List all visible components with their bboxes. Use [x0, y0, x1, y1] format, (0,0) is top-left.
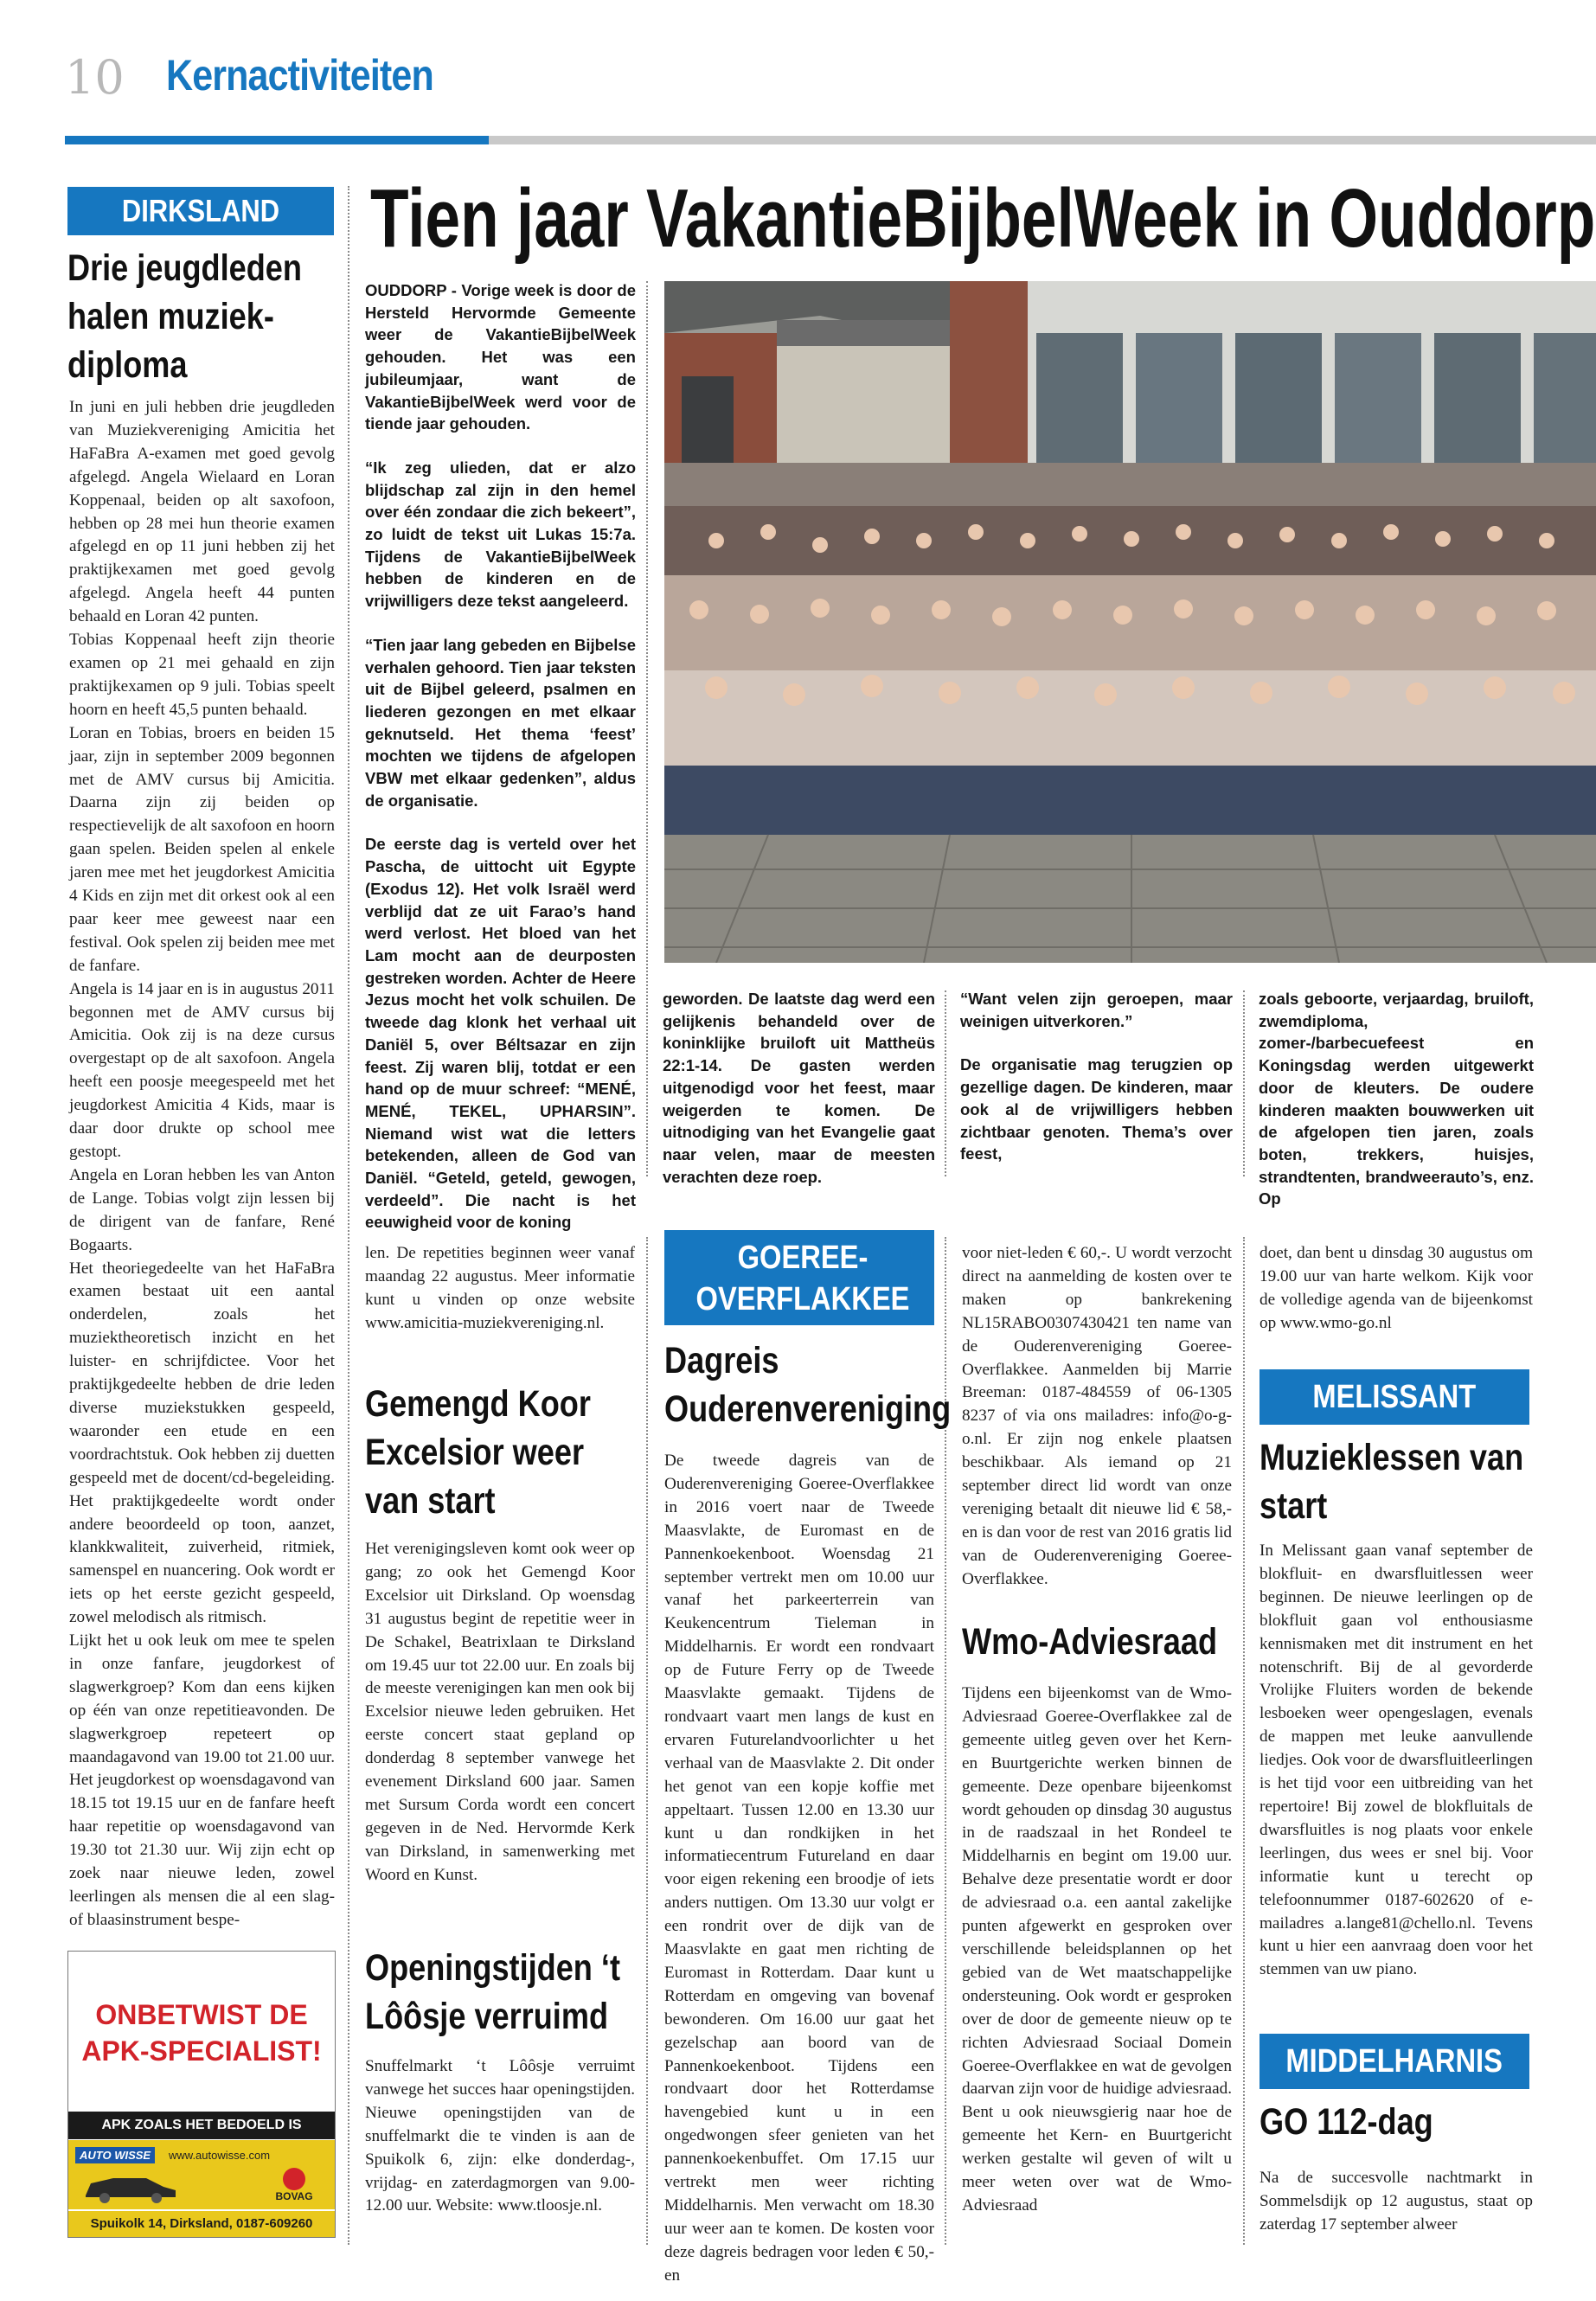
section-title: Kernactiviteiten — [166, 51, 433, 99]
ad-tagline: APK ZOALS HET BEDOELD IS — [68, 2112, 335, 2139]
main-article-col1 — [365, 279, 636, 1234]
paragraph: “Want velen zijn geroepen, maar weinigen uitverkoren.” — [960, 990, 1233, 1030]
region-label-melissant: MELISSANT — [1259, 1369, 1529, 1425]
region-label-middelharnis: MIDDELHARNIS — [1259, 2034, 1529, 2089]
paragraph: Angela is 14 jaar en is in augustus 2011 begonnen met de AMV cursus bij Amicitia. Ook zij is na deze cursus overgestapt op de alt saxofoon. Angela heeft een poosje meegespeeld met het jeugdorkest Amicitia 4 Kids, maar is daar door drukte op school mee gestopt. — [69, 979, 335, 1161]
paragraph: De organisatie mag terugzien op gezellige dagen. De kinderen, maar ook al de vrijwilligers hebben zichtbaar genoten. Thema’s over feest, — [960, 1055, 1233, 1163]
main-article-col2: geworden. De laatste dag werd een gelijkenis behandeld over de koninklijke bruiloft uit Mattheüs 22:1-14. De gasten werden uitgenodigd voor het feest, maar weigerden te komen. De uitnodiging van het Evangelie gaat naar velen, maar de meesten verachten deze roep. — [663, 990, 935, 1186]
main-article-title: Tien jaar VakantieBijbelWeek in Ouddorp — [370, 172, 1596, 265]
article-wmo: Tijdens een bijeenkomst van de Wmo-Adviesraad Goeree-Overflakkee zal de gemeente uitleg geven over het Kern- en Buurtgerichte werken binnen de gemeente. Deze openbare bijeenkomst wordt gehouden op dinsdag 30 augustus in de raadszaal in het Rondeel te Middelharnis en begint om 19.00 uur. Behalve deze presentatie wordt er door de adviesraad o.a. een aantal zakelijke punten afgewerkt en gesproken over verschillende beleidsplannen op het gebied van de Wet maatschappelijke ondersteuning. Ook wordt er gesproken over de door de gemeente nieuw op te richten Adviesraad Sociaal Domein Goeree-Overflakkee en wat de gevolgen daarvan zijn voor de huidige adviesraad. Bent u ook nieuwsgierig naar hoe de gemeente het Kern- en Buurtgericht werken gestalte wil geven of wilt u meer weten over wat de Wmo-Adviesraad — [962, 1684, 1232, 2214]
ad-address: Spuikolk 14, Dirksland, 0187-609260 — [68, 2211, 335, 2237]
column-divider — [348, 186, 349, 2245]
headline-loosje: Openingstijden ‘t Lôôsje verruimd — [365, 1947, 620, 2037]
paragraph: OUDDORP - Vorige week is door de Hersteld Hervormde Gemeente weer de VakantieBijbelWeek gehouden. Het was een jubileumjaar, want de VakantieBijbelWeek werd voor de tiende jaar gehouden. — [365, 281, 636, 433]
article-dagreis: De tweede dagreis van de Ouderenvereniging Goeree-Overflakkee in 2016 voert naar de Tweede Maasvlakte, de Euromast en de Pannenkoekenboot. Woensdag 21 september vertrekt men om 10.00 uur vanaf het parkeerterrein van Keukencentrum Tieleman in Middelharnis. Er wordt een rondvaart op de Future Ferry op de Tweede Maasvlakte gemaakt. Tijdens de rondvaart vaart men langs de kust en ervaren Futurelandvoorlichter u het verhaal van de Maasvlakte 2. Dit onder het genot van een kopje koffie met appeltaart. Tussen 12.00 en 13.30 uur kunt u dan rondkijken in het informatiecentrum Futureland en daar voor eigen rekening een broodje of iets anders nuttigen. Om 13.30 uur volgt er een rondrit over de dijk van de Maasvlakte en gaat men richting de Euromast in Rotterdam. Daar kunt u Rotterdam en omgeving van bovenaf bewonderen. Om 16.00 uur gaat het gezelschap aan boord van de Pannenkoekenboot. Tijdens een rondvaart door het Rotterdamse havengebied kunt u in een ongedwongen sfeer genieten van het pannenkoekenbuffet. Om 17.15 uur vertrekt men weer richting Middelharnis. Men verwacht om 18.30 uur weer aan te komen. De kosten voor deze dagreis bedragen voor leden € 50,- en — [664, 1452, 934, 2285]
article-wmo-continued: doet, dan bent u dinsdag 30 augustus om 19.00 uur van harte welkom. Kijk voor de volledige agenda van de bijeenkomst op www.wmo-go.nl — [1259, 1244, 1533, 1332]
ad-headline-line2: APK-SPECIALIST! — [81, 2035, 322, 2067]
headline-go112: GO 112-dag — [1259, 2101, 1433, 2143]
article-muziekdiploma-continued: len. De repetities beginnen weer vanaf maandag 22 augustus. Meer informatie kunt u vinden op onze website www.amicitia-muziekvereniging.nl. — [365, 1244, 635, 1332]
article-go112: Na de succesvolle nachtmarkt in Sommelsdijk op 12 augustus, staat op zaterdag 17 september alweer — [1259, 2169, 1533, 2234]
headline-muzieklessen: Muzieklessen van start — [1259, 1437, 1524, 1527]
paragraph: Lijkt het u ook leuk om mee te spelen in onze fanfare, jeugdorkest of slagwerkgroep? Kom dan eens kijken op één van onze repetitieavonden. De slagwerkgroep repeteert op maandagavond van 19.00 tot 21.00 uur. Het jeugdorkest op woensdagavond van 18.15 tot 19.15 uur en de fanfare heeft haar repetitie op woensdagavond van 19.30 tot 21.30 uur. Wij zijn echt op zoek naar nieuwe leden, zowel leerlingen als mensen die al een slag- of blaasinstrument bespe- — [69, 1631, 335, 1929]
column-divider — [945, 990, 946, 1176]
article-loosje: Snuffelmarkt ‘t Lôôsje verruimt vanwege het succes haar openingstijden. Nieuwe openingstijden van de snuffelmarkt die te vinden is aan de Spuikolk 6, zijn: elke donderdag-, vrijdag- en zaterdagmorgen van 9.00-12.00 uur. Website: www.tloosje.nl. — [365, 2057, 635, 2215]
ad-website[interactable]: www.autowisse.com — [169, 2149, 271, 2162]
article-muziekdiploma — [69, 396, 335, 1932]
paragraph: “Ik zeg ulieden, dat er alzo blijdschap zal zijn in den hemel over één zondaar die zich bekeert”, zo luidt de tekst uit Lukas 15:7a. Tijdens de VakantieBijbelWeek hebben de kinderen en de vrijwilligers deze tekst aangeleerd. — [365, 458, 636, 611]
ad-headline-line1: ONBETWIST DE — [95, 1999, 308, 2030]
bovag-label: BOVAG — [275, 2190, 313, 2202]
paragraph: “Tien jaar lang gebeden en Bijbelse verhalen gehoord. Tien jaar teksten uit de Bijbel geleerd, psalmen en liederen gezongen en met elkaar geknutseld. Het thema ‘feest’ mochten we tijdens de afgelopen VBW met elkaar gedenken”, aldus de organisatie. — [365, 635, 636, 810]
page-number: 10 — [65, 50, 125, 105]
paragraph: In juni en juli hebben drie jeugdleden van Muziekvereniging Amicitia het HaFaBra A-examen met goed gevolg afgelegd. Angela Wielaard en Loran Koppenaal, beiden op alt saxofoon, hebben op 28 mei hun theorie examen afgelegd en op 11 juni hebben zij het praktijkexamen met goed gevolg afgelegd. Angela heeft 44 punten behaald en Loran 42 punten. — [69, 398, 335, 626]
headline-muziekdiploma: Drie jeugdleden halen muziek-diploma — [67, 247, 302, 386]
car-icon — [79, 2171, 181, 2204]
bovag-icon — [264, 2168, 324, 2206]
header-rule-blue — [65, 136, 489, 144]
column-divider — [1243, 1237, 1245, 2245]
headline-dagreis: Dagreis Ouderenvereniging — [664, 1340, 952, 1430]
headline-excelsior: Gemengd Koor Excelsior weer van start — [365, 1383, 591, 1522]
column-divider — [1243, 990, 1245, 1176]
article-dagreis-continued: voor niet-leden € 60,-. U wordt verzocht direct na aanmelding de kosten over te maken op bankrekening NL15RABO0307430421 ten name van de Ouderenvereniging Goeree-Overflakkee. Aanmelden bij Marrie Breeman: 0187-484559 of 06-1305 8237 of via ons mailadres: info@o-g-o.nl. Er zijn nog enkele plaatsen beschikbaar. Als iemand op 21 september direct lid wordt van onze vereniging betaalt dit nieuwe lid € 58,- en is dan voor de rest van 2016 gratis lid van de Ouderenvereniging Goeree-Overflakkee. — [962, 1244, 1232, 1588]
region-label-goeree-overflakkee: GOEREE-OVERFLAKKEE — [664, 1230, 934, 1325]
paragraph: Loran en Tobias, broers en beiden 15 jaar, zijn in september 2009 begonnen met de AMV cursus bij Amicitia. Daarna zijn zij beiden op respectievelijk de alt saxofoon en hoorn gaan spelen. Beiden spelen al enkele jaren mee met het jeugdorkest Amicitia 4 Kids en zijn met dit orkest ook al een paar keer mee geweest naar een festival. Ook spelen zij beiden mee met de fanfare. — [69, 723, 335, 975]
header-rule-grey — [489, 136, 1596, 144]
apk-advertisement[interactable] — [67, 1951, 336, 2238]
main-article-col3 — [960, 988, 1233, 1165]
ad-logo-panel — [68, 2140, 335, 2209]
region-label-dirksland: DIRKSLAND — [67, 187, 334, 235]
column-divider — [646, 1237, 648, 2245]
article-muzieklessen: In Melissant gaan vanaf september de blokfluit- en dwarsfluitlessen weer beginnen. De nieuwe leerlingen op de blokfluit gaan vol enthousiasme kennismaken met dit instrument en het notenschrift. Bij de al gevorderde Vrolijke Fluiters worden de bekende lesboeken weer opengeslagen, evenals de mappen met leuke aanvullende liedjes. Ook voor de dwarsfluitleerlingen is het tijd voor een uitbreiding van het repertoire! Bij zowel de blokfluitals de dwarsfluitles is nog plaats voor enkele leerlingen, dus wees er snel bij. Voor informatie kunt u terecht op telefoonnummer 0187-602620 of e-mailadres a.lange81@chello.nl. Tevens kunt u hier een aanvraag doen voor het stemmen van uw piano. — [1259, 1541, 1533, 1979]
headline-wmo: Wmo-Adviesraad — [962, 1621, 1218, 1663]
article-excelsior: Het verenigingsleven komt ook weer op gang; zo ook het Gemengd Koor Excelsior uit Dirksland. Op woensdag 31 augustus begint de repetitie weer in De Schakel, Beatrixlaan te Dirksland om 19.45 uur tot 22.00 uur. En zoals bij de meeste verenigingen kan men ook bij Excelsior nieuwe leden gebruiken. Het eerste concert staat gepland op donderdag 8 september vanwege het evenement Dirksland 600 jaar. Samen met Sursum Corda wordt een concert gegeven in de Ned. Hervormde Kerk van Dirksland, in samenwerking met Woord en Kunst. — [365, 1540, 635, 1884]
group-photo — [664, 281, 1596, 963]
paragraph: Angela en Loran hebben les van Anton de Lange. Tobias volgt zijn lessen bij de dirigent van de fanfare, René Bogaarts. — [69, 1165, 335, 1254]
ad-brand: AUTO WISSE — [75, 2147, 155, 2163]
paragraph: Tobias Koppenaal heeft zijn theorie examen op 21 mei gehaald en zijn praktijkexamen op 9 juli. Tobias speelt hoorn en heeft 45,5 punten behaald. — [69, 631, 335, 719]
paragraph: De eerste dag is verteld over het Pascha, de uittocht uit Egypte (Exodus 12). Het volk Israël werd verblijd dat ze uit Farao’s hand werd verlost. Het bloed van het Lam mocht aan de deurposten gestreken worden. Achter de Heere Jezus mocht het volk schuilen. De tweede dag klonk het verhaal uit Daniël 5, over Béltsazar en zijn feest. Zij waren blij, totdat er een hand op de muur schreef: “MENÉ, MENÉ, TEKEL, UPHARSIN”. Niemand wist wat die letters betekenden, alleen de God van Daniël. “Geteld, geteld, gewogen, verdeeld”. Die nacht is het eeuwigheid voor de koning — [365, 835, 636, 1232]
paragraph: Het theoriegedeelte van het HaFaBra examen bestaat uit een aantal onderdelen, zoals het muziektheoretisch inzicht en het luister- en schrijfdictee. Voor het praktijkgedeelte hebben de drie leden diverse muziekstukken gespeeld, waaronder een etude en een voordrachtstuk. Ook hebben zij duetten gespeeld met de docent/cd-begeleiding. Het praktijkgedeelte wordt onder andere beoordeeld op toon, aanzet, klankkwaliteit, zuiverheid, ritmiek, samenspel en nuancering. Ook wordt er iets op het eerste gezicht gespeeld, zowel melodisch als ritmisch. — [69, 1259, 335, 1627]
column-divider — [646, 281, 648, 1176]
main-article-col4: zoals geboorte, verjaardag, bruiloft, zwemdiploma, zomer-/barbecuefeest en Koningsdag werden uitgewerkt door de kleuters. De oudere kinderen maakten bouwwerken uit de afgelopen tien jaren, zoals boten, trekkers, huisjes, strandtenten, brandweerauto’s, enz. Op — [1259, 990, 1534, 1208]
